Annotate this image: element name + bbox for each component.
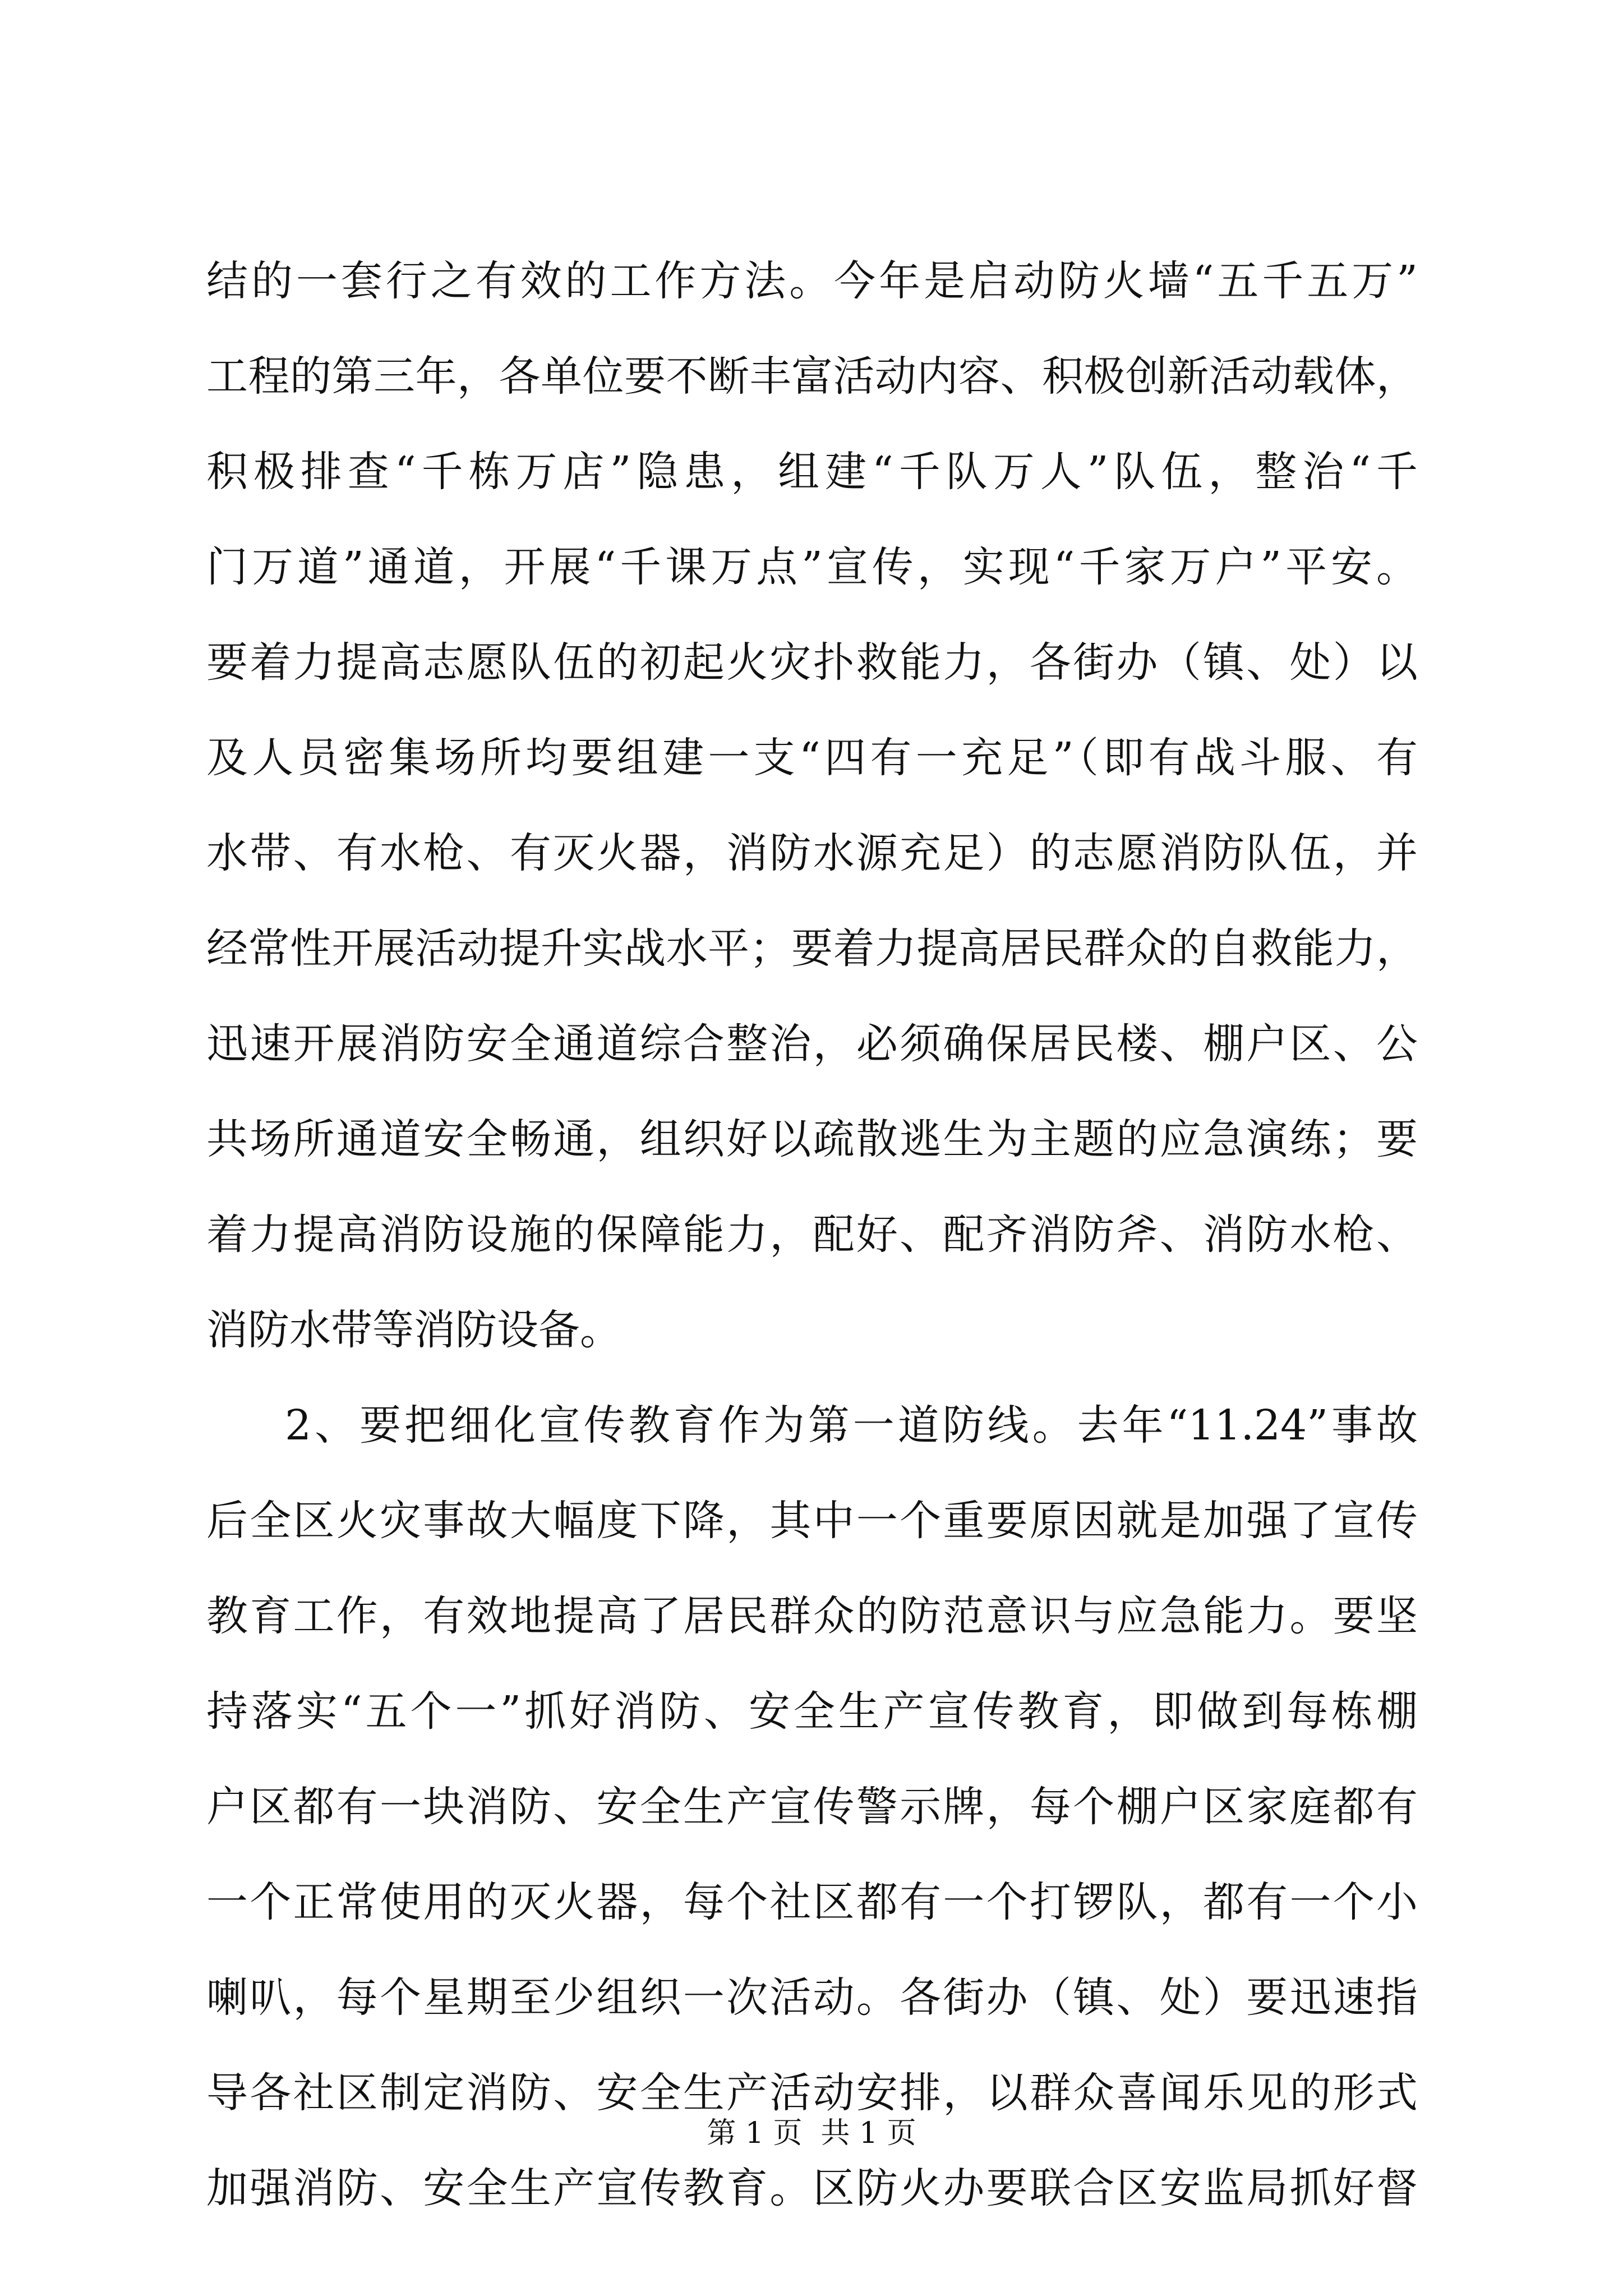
text-line: 积极排查“千栋万店”隐患，组建“千队万人”队伍，整治“千	[206, 448, 1418, 496]
text-line: 加强消防、安全生产宣传教育。区防火办要联合区安监局抓好督	[206, 2164, 1418, 2212]
text-line: 消防水带等消防设备。	[206, 1306, 621, 1354]
text-line: 水带、有水枪、有灭火器，消防水源充足）的志愿消防队伍，并	[206, 829, 1418, 877]
paragraph	[206, 1378, 1418, 2236]
text-line: 户区都有一块消防、安全生产宣传警示牌，每个棚户区家庭都有	[206, 1783, 1418, 1831]
text-line: 共场所通道安全畅通，组织好以疏散逃生为主题的应急演练；要	[206, 1115, 1418, 1163]
text-line: 导各社区制定消防、安全生产活动安排，以群众喜闻乐见的形式	[206, 2069, 1418, 2117]
text-line: 迅速开展消防安全通道综合整治，必须确保居民楼、棚户区、公	[206, 1020, 1418, 1068]
text-line: 着力提高消防设施的保障能力，配好、配齐消防斧、消防水枪、	[206, 1211, 1418, 1259]
document-body	[206, 233, 1418, 2236]
text-line: 要着力提高志愿队伍的初起火灾扑救能力，各街办（镇、处）以	[206, 638, 1418, 687]
text-line: 及人员密集场所均要组建一支“四有一充足”（即有战斗服、有	[206, 734, 1418, 782]
text-line: 持落实“五个一”抓好消防、安全生产宣传教育，即做到每栋棚	[206, 1687, 1418, 1736]
text-line: 门万道”通道，开展“千课万点”宣传，实现“千家万户”平安。	[206, 543, 1418, 591]
text-line: 2、要把细化宣传教育作为第一道防线。去年“11.24”事故	[285, 1401, 1418, 1450]
text-line: 经常性开展活动提升实战水平；要着力提高居民群众的自救能力，	[206, 924, 1418, 973]
text-line: 教育工作，有效地提高了居民群众的防范意识与应急能力。要坚	[206, 1592, 1418, 1640]
text-line: 工程的第三年，各单位要不断丰富活动内容、积极创新活动载体，	[206, 352, 1418, 401]
text-line: 喇叭，每个星期至少组织一次活动。各街办（镇、处）要迅速指	[206, 1973, 1418, 2022]
text-line: 结的一套行之有效的工作方法。今年是启动防火墙“五千五万”	[206, 257, 1418, 305]
page-number: 第 1 页 共 1 页	[707, 2116, 916, 2150]
text-line: 一个正常使用的灭火器，每个社区都有一个打锣队，都有一个小	[206, 1878, 1418, 1926]
text-line: 后全区火灾事故大幅度下降，其中一个重要原因就是加强了宣传	[206, 1497, 1418, 1545]
paragraph	[206, 233, 1418, 1378]
